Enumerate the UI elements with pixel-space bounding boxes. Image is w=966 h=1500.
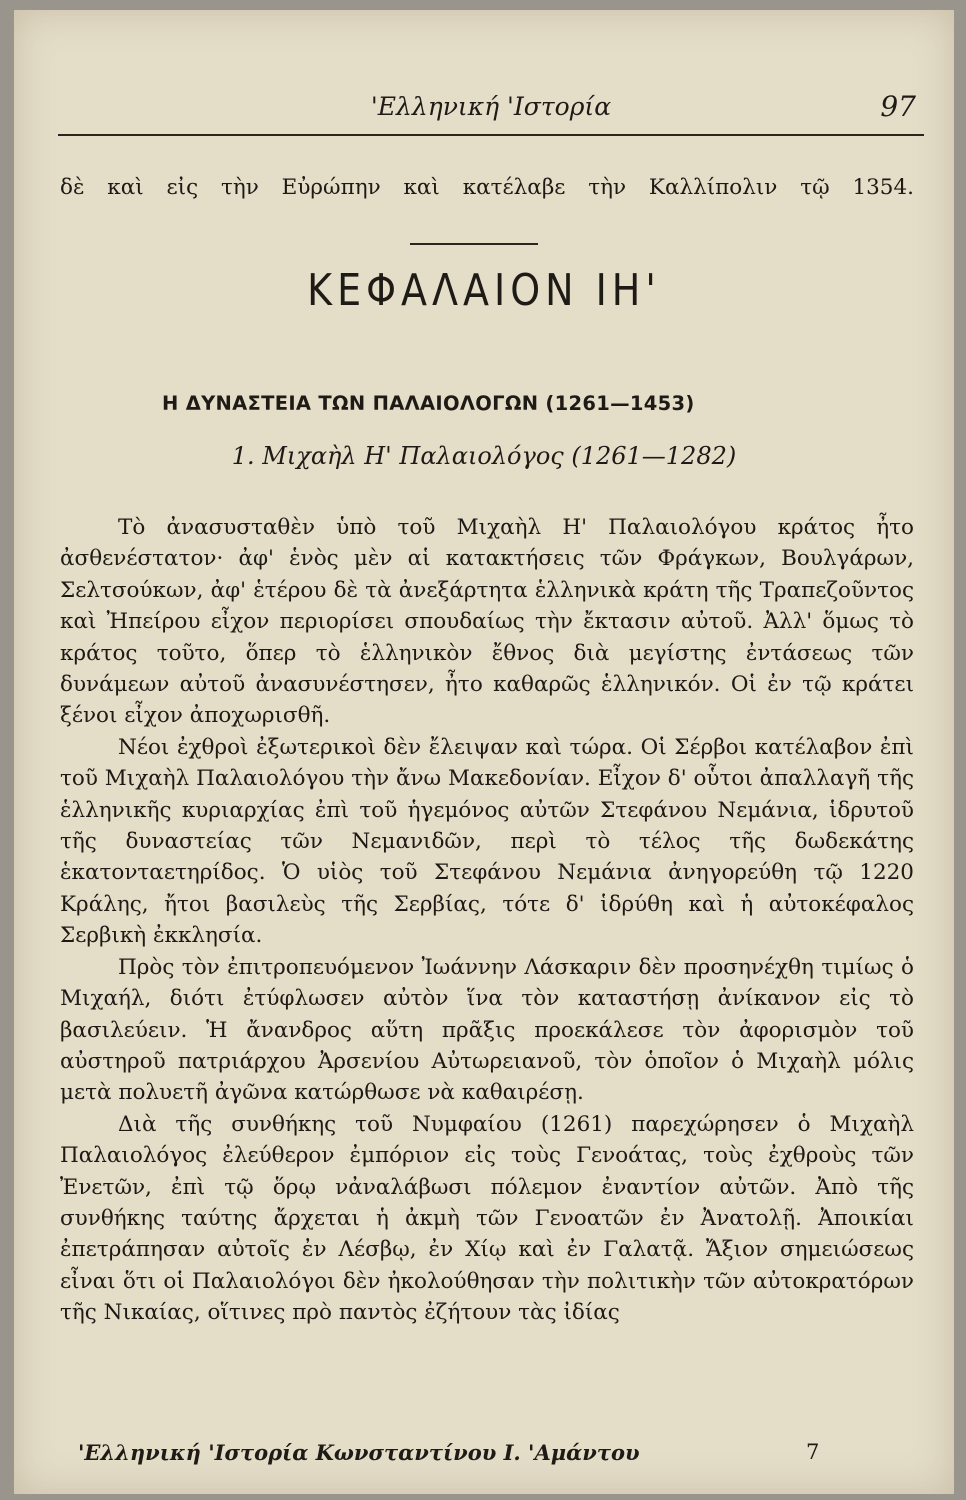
page-footer [60,1440,914,1476]
continuation-text: δὲ καὶ εἰς τὴν Εὐρώπην καὶ κατέλαβε τὴν Καλλίπολιν τῷ 1354. [60,175,914,200]
section-heading: Η ΔΥΝΑΣΤΕΙΑ ΤΩΝ ΠΑΛΑΙΟΛΟΓΩΝ (1261—1453) [162,392,695,415]
subsection-heading: 1. Μιχαὴλ Η' Παλαιολόγος (1261—1282) [231,442,737,470]
signature-mark: 7 [806,1440,820,1464]
page-header [58,90,924,136]
section-divider [410,243,538,245]
continuation-line [60,172,914,203]
paragraph-2: Νέοι ἐχθροὶ ἐξωτερικοὶ δὲν ἔλειψαν καὶ τώρα. Οἱ Σέρβοι κατέλαβον ἐπὶ τοῦ Μιχαὴλ Παλαιολόγου τὴν ἄνω Μακεδονίαν. Εἶχον δ' οὗτοι ἀπαλλαγῆ τῆς ἑλληνικῆς κυριαρχίας ἐπὶ τοῦ ἡγεμόνος αὐτῶν Στεφάνου Νεμάνια, ἱδρυτοῦ τῆς δυναστείας τῶν Νεμανιδῶν, περὶ τὸ τέλος τῆς δωδεκάτης ἑκατονταετηρίδος. Ὁ υἱὸς τοῦ Στεφάνου Νεμάνια ἀνηγορεύθη τῷ 1220 Κράλης, ἤτοι βασιλεὺς τῆς Σερβίας, τότε δ' ἱδρύθη καὶ ἡ αὐτοκέφαλος Σερβικὴ ἐκκλησία. [60,734,914,949]
page-number: 97 [880,90,916,123]
paragraph-3: Πρὸς τὸν ἐπιτροπευόμενον Ἰωάννην Λάσκαριν δὲν προσηνέχθη τιμίως ὁ Μιχαήλ, διότι ἐτύφλωσεν αὐτὸν ἵνα τὸν καταστήσῃ ἀνίκανον εἰς τὸ βασιλεύειν. Ἡ ἄνανδρος αὕτη πρᾶξις προεκάλεσε τὸν ἀφορισμὸν τοῦ αὐστηροῦ πατριάρχου Ἀρσενίου Αὐτωρειανοῦ, τὸν ὁποῖον ὁ Μιχαὴλ μόλις μετὰ πολυετῆ ἀγῶνα κατώρθωσε νὰ καθαιρέσῃ. [60,954,914,1106]
footer-book-title: 'Ελληνική 'Ιστορία Κωνσταντίνου Ι. 'Αμάντου [78,1440,640,1465]
running-title: 'Ελληνική 'Ιστορία [370,92,612,121]
paragraph-1: Τὸ ἀνασυσταθὲν ὑπὸ τοῦ Μιχαὴλ Η' Παλαιολόγου κράτος ἦτο ἀσθενέστατον· ἀφ' ἑνὸς μὲν αἱ κατακτήσεις τῶν Φράγκων, Βουλγάρων, Σελτσούκων, ἀφ' ἑτέρου δὲ τὰ ἀνεξάρτητα ἑλληνικὰ κράτη τῆς Τραπεζοῦντος καὶ Ἠπείρου εἶχον περιορίσει σπουδαίως τὴν ἔκτασιν αὐτοῦ. Ἀλλ' ὅμως τὸ κράτος τοῦτο, ὅπερ τὸ ἑλληνικὸν ἔθνος διὰ μεγίστης ἐντάσεως τῶν δυνάμεων αὐτοῦ ἀνασυνέστησεν, ἦτο καθαρῶς ἑλληνικόν. Οἱ ἐν τῷ κράτει ξένοι εἶχον ἀποχωρισθῆ. [60,515,914,729]
main-text [60,512,914,1329]
book-page [14,10,954,1494]
paragraph-4: Διὰ τῆς συνθήκης τοῦ Νυμφαίου (1261) παρεχώρησεν ὁ Μιχαὴλ Παλαιολόγος ἐλεύθερον ἐμπόριον εἰς τοὺς Γενοάτας, τοὺς ἐχθροὺς τῶν Ἐνετῶν, ἐπὶ τῷ ὅρῳ νἀναλάβωσι πόλεμον ἐναντίον αὐτῶν. Ἀπὸ τῆς συνθήκης ταύτης ἄρχεται ἡ ἀκμὴ τῶν Γενοατῶν ἐν Ἀνατολῇ. Ἀποικίαι ἐπετράπησαν αὐτοῖς ἐν Λέσβῳ, ἐν Χίῳ καὶ ἐν Γαλατᾷ. Ἄξιον σημειώσεως εἶναι ὅτι οἱ Παλαιολόγοι δὲν ἠκολούθησαν τὴν πολιτικὴν τῶν αὐτοκρατόρων τῆς Νικαίας, οἵτινες πρὸ παντὸς ἐζήτουν τὰς ἰδίας [60,1111,914,1326]
chapter-title: ΚΕΦΑΛΑΙΟΝ ΙΗ' [307,264,661,316]
